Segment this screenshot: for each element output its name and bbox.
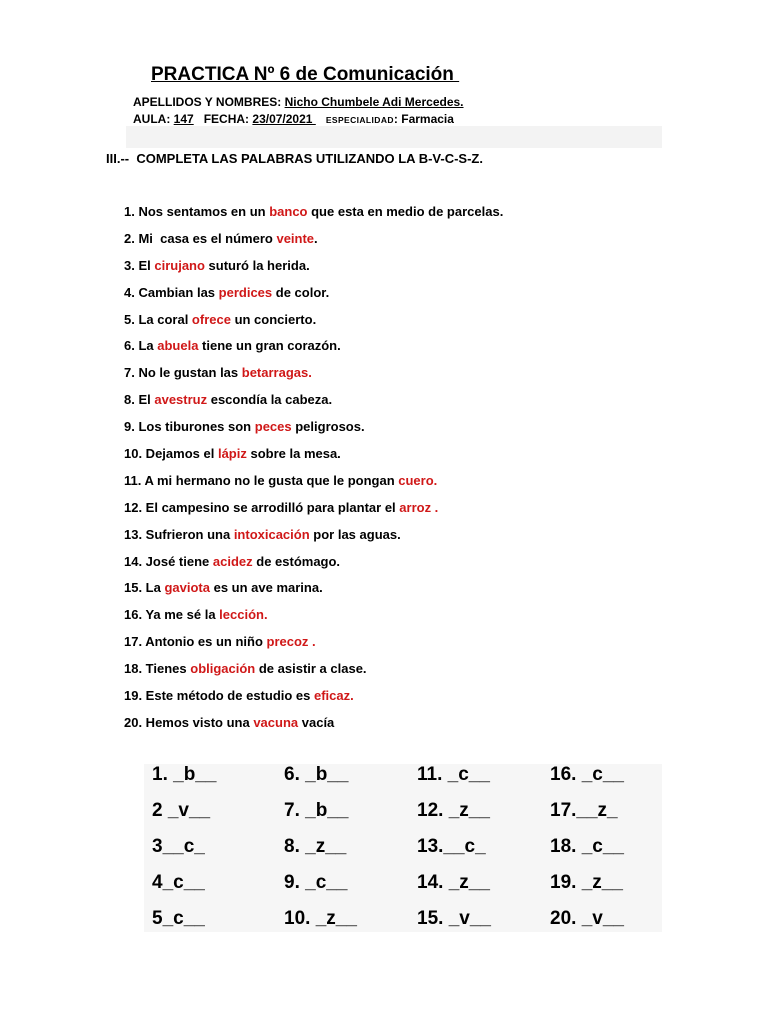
sentence-text: 16. Ya me sé la bbox=[124, 607, 220, 623]
sentence-text: un concierto. bbox=[230, 311, 317, 327]
sentence-text: de color. bbox=[272, 284, 330, 300]
sentence-text: sobre la mesa. bbox=[246, 446, 341, 462]
answer-word: precoz . bbox=[266, 634, 316, 650]
sentence-text: de estómago. bbox=[252, 553, 341, 569]
answer-cell: 20. _v__ bbox=[550, 908, 624, 929]
answer-word: abuela bbox=[157, 338, 199, 354]
answer-cell: 16. _c__ bbox=[550, 764, 624, 785]
sentence-text: 14. José tiene bbox=[124, 553, 213, 569]
answer-word: lección. bbox=[219, 607, 268, 623]
sentence-text: es un ave marina. bbox=[209, 580, 323, 596]
answer-word: cuero. bbox=[398, 472, 438, 488]
sentence-item bbox=[124, 418, 503, 445]
sentence-item bbox=[124, 526, 503, 553]
aula-label: AULA: bbox=[133, 112, 174, 126]
answer-word: obligación bbox=[190, 661, 256, 677]
sentence-item bbox=[124, 230, 503, 257]
sentence-text: vacía bbox=[298, 714, 335, 730]
sentence-text: por las aguas. bbox=[309, 526, 401, 542]
sentence-text: peligrosos. bbox=[291, 419, 365, 435]
sentence-text: 11. A mi hermano no le gusta que le pongan bbox=[124, 472, 399, 488]
answer-word: cirujano bbox=[154, 257, 205, 273]
sentence-text: 9. Los tiburones son bbox=[124, 419, 255, 435]
answer-word: intoxicación bbox=[233, 526, 310, 542]
sentence-text: 12. El campesino se arrodilló para plantar el bbox=[124, 499, 400, 515]
sentence-text: . bbox=[314, 230, 318, 246]
sentence-item bbox=[124, 633, 503, 660]
answer-cell: 8. _z__ bbox=[284, 836, 347, 857]
student-name-line bbox=[133, 95, 464, 109]
answer-cell: 7. _b__ bbox=[284, 800, 349, 821]
sentence-text: 2. Mi casa es el número bbox=[124, 230, 277, 246]
answer-cell: 5_c__ bbox=[152, 908, 205, 929]
answer-cell: 9. _c__ bbox=[284, 872, 348, 893]
names-label: APELLIDOS Y NOMBRES: bbox=[133, 95, 285, 109]
sentence-text: 10. Dejamos el bbox=[124, 446, 218, 462]
page-title: PRACTICA Nº 6 de Comunicación bbox=[151, 64, 460, 85]
sentence-text: 20. Hemos visto una bbox=[124, 714, 254, 730]
answer-word: banco bbox=[269, 204, 308, 219]
answer-cell: 14. _z__ bbox=[417, 872, 490, 893]
answer-cell: 17.__z_ bbox=[550, 800, 618, 821]
sentence-text: suturó la herida. bbox=[204, 257, 310, 273]
answer-cell: 15. _v__ bbox=[417, 908, 491, 929]
answer-word: vacuna bbox=[253, 714, 299, 730]
sentence-item bbox=[124, 553, 503, 580]
sentence-text: 18. Tienes bbox=[124, 661, 191, 677]
sentence-text: de asistir a clase. bbox=[255, 661, 367, 677]
answer-cell: 19. _z__ bbox=[550, 872, 623, 893]
especialidad-label: ESPECIALIDAD bbox=[325, 115, 394, 125]
sentence-text: 3. El bbox=[124, 257, 155, 273]
sentence-text: 7. No le gustan las bbox=[124, 365, 242, 381]
answer-grid bbox=[144, 764, 662, 932]
sentence-item bbox=[124, 499, 503, 526]
answer-word: arroz . bbox=[399, 499, 439, 515]
sentence-text: 15. La bbox=[124, 580, 165, 596]
answer-word: eficaz. bbox=[314, 688, 354, 704]
sentence-text: 6. La bbox=[124, 338, 158, 354]
sentence-text: 13. Sufrieron una bbox=[124, 526, 234, 542]
answer-cell: 10. _z__ bbox=[284, 908, 357, 929]
sentence-item bbox=[124, 364, 503, 391]
sentence-item bbox=[124, 391, 503, 418]
answer-word: ofrece bbox=[191, 311, 231, 327]
section-title: III.-- COMPLETA LAS PALABRAS UTILIZANDO LA B-V-C-S-Z. bbox=[106, 151, 483, 166]
answer-cell: 11. _c__ bbox=[417, 764, 490, 785]
sentence-item bbox=[124, 687, 503, 714]
answer-cell: 1. _b__ bbox=[152, 764, 217, 785]
sentence-item bbox=[124, 660, 503, 687]
sentence-list bbox=[124, 203, 503, 741]
sentence-text: 1. Nos sentamos en un bbox=[124, 204, 270, 219]
sentence-item bbox=[124, 472, 503, 499]
sentence-item bbox=[124, 606, 503, 633]
sentence-text: tiene un gran corazón. bbox=[198, 338, 341, 354]
sentence-text: que esta en medio de parcelas. bbox=[307, 204, 504, 219]
answer-cell: 6. _b__ bbox=[284, 764, 349, 785]
header-shading bbox=[126, 126, 662, 148]
sentence-text: 8. El bbox=[124, 392, 155, 408]
sentence-text: 5. La coral bbox=[124, 311, 192, 327]
answer-word: lápiz bbox=[217, 446, 247, 462]
aula-value: 147 bbox=[173, 112, 194, 126]
answer-cell: 18. _c__ bbox=[550, 836, 624, 857]
sentence-text: 17. Antonio es un niño bbox=[124, 634, 267, 650]
sentence-item bbox=[124, 714, 503, 741]
answer-word: betarragas. bbox=[241, 365, 312, 381]
answer-word: gaviota bbox=[164, 580, 210, 596]
fecha-value: 23/07/2021 bbox=[252, 112, 316, 126]
especialidad-value: : Farmacia bbox=[393, 112, 454, 126]
answer-cell: 4_c__ bbox=[152, 872, 205, 893]
names-value: Nicho Chumbele Adi Mercedes. bbox=[284, 95, 464, 109]
sentence-text: escondía la cabeza. bbox=[207, 392, 333, 408]
answer-cell: 2 _v__ bbox=[152, 800, 211, 821]
sentence-item bbox=[124, 284, 503, 311]
sentence-text: 19. Este método de estudio es bbox=[124, 688, 314, 704]
answer-word: veinte bbox=[276, 230, 315, 246]
answer-cell: 3__c_ bbox=[152, 836, 205, 857]
sentence-item bbox=[124, 203, 503, 230]
sentence-text: 4. Cambian las bbox=[124, 284, 219, 300]
answer-word: avestruz bbox=[154, 392, 208, 408]
sentence-item bbox=[124, 337, 503, 364]
sentence-item bbox=[124, 257, 503, 284]
answer-word: acidez bbox=[212, 553, 253, 569]
answer-word: peces bbox=[254, 419, 292, 435]
sentence-item bbox=[124, 445, 503, 472]
sentence-item bbox=[124, 579, 503, 606]
answer-word: perdices bbox=[218, 284, 273, 300]
sentence-item bbox=[124, 311, 503, 338]
fecha-label: FECHA: bbox=[203, 112, 253, 126]
answer-cell: 12. _z__ bbox=[417, 800, 490, 821]
class-info-line bbox=[133, 112, 454, 126]
answer-cell: 13.__c_ bbox=[417, 836, 486, 857]
